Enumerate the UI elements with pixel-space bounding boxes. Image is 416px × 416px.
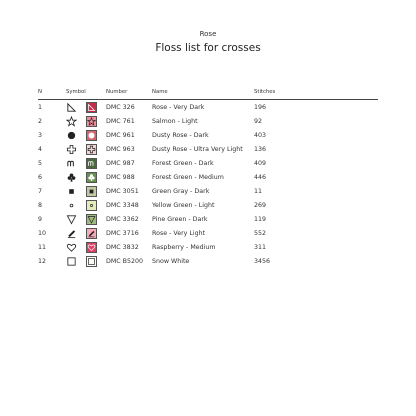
column-header-name: Name (152, 89, 254, 100)
symbol-cell (66, 254, 106, 268)
pen-nib-icon (87, 229, 96, 238)
floss-name: Pine Green - Dark (152, 215, 208, 223)
symbol-cell (66, 212, 106, 226)
color-swatch (86, 256, 97, 267)
floss-number: DMC 961 (106, 131, 135, 139)
floss-number: DMC 3362 (106, 215, 139, 223)
floss-name: Rose - Very Light (152, 229, 206, 237)
floss-name: Rose - Very Dark (152, 103, 205, 111)
row-number: 3 (38, 131, 43, 139)
symbol-cell (66, 170, 106, 184)
table-row (38, 100, 378, 115)
filled-circle-icon (66, 130, 77, 141)
stitch-count: 446 (254, 173, 267, 181)
floss-name: Snow White (152, 257, 190, 265)
color-swatch (86, 158, 97, 169)
floss-number: DMC 987 (106, 159, 135, 167)
color-swatch (86, 214, 97, 225)
filled-circle-icon (87, 131, 96, 140)
symbol-cell (66, 128, 106, 142)
row-number: 6 (38, 173, 43, 181)
symbol-cell (66, 156, 106, 170)
filled-square-icon (87, 187, 96, 196)
stitch-count: 196 (254, 103, 267, 111)
floss-table (38, 89, 378, 268)
floss-number: DMC 3051 (106, 187, 139, 195)
floss-name: Dusty Rose - Ultra Very Light (152, 145, 243, 153)
row-number: 7 (38, 187, 43, 195)
empty-square-icon (87, 257, 96, 266)
stitch-count: 119 (254, 215, 267, 223)
floss-name: Dusty Rose - Dark (152, 131, 209, 139)
table-row (38, 184, 378, 198)
floss-number: DMC 3832 (106, 243, 139, 251)
table-row (38, 226, 378, 240)
right-triangle-icon (66, 102, 77, 113)
row-number: 8 (38, 201, 43, 209)
row-number: 11 (38, 243, 47, 251)
cross-outline-icon (87, 145, 96, 154)
stitch-count: 136 (254, 145, 267, 153)
stitch-count: 403 (254, 131, 267, 139)
heart-icon (66, 242, 77, 253)
column-header-stitches: Stitches (254, 89, 378, 100)
star-icon (66, 116, 77, 127)
row-number: 12 (38, 257, 47, 265)
table-row (38, 128, 378, 142)
color-swatch (86, 186, 97, 197)
floss-number: DMC 761 (106, 117, 135, 125)
table-row (38, 156, 378, 170)
stitch-count: 269 (254, 201, 267, 209)
pattern-subtitle: Rose (199, 30, 217, 38)
symbol-cell (66, 226, 106, 240)
table-row (38, 170, 378, 184)
color-swatch (86, 144, 97, 155)
filled-square-icon (66, 186, 77, 197)
row-number: 4 (38, 145, 43, 153)
right-triangle-icon (87, 103, 96, 112)
row-number: 10 (38, 229, 47, 237)
row-number: 2 (38, 117, 43, 125)
floss-name: Yellow Green - Light (152, 201, 215, 209)
page-title: Floss list for crosses (155, 42, 261, 54)
small-circle-icon (66, 200, 77, 211)
stitch-count: 311 (254, 243, 267, 251)
floss-number: DMC 988 (106, 173, 135, 181)
down-triangle-icon (66, 214, 77, 225)
floss-number: DMC 963 (106, 145, 135, 153)
color-swatch (86, 172, 97, 183)
table-row (38, 142, 378, 156)
pen-nib-icon (66, 228, 77, 239)
floss-name: Salmon - Light (152, 117, 198, 125)
floss-name: Forest Green - Dark (152, 159, 214, 167)
table-header-row (38, 89, 378, 100)
stitch-count: 409 (254, 159, 267, 167)
down-triangle-icon (87, 215, 96, 224)
cross-outline-icon (66, 144, 77, 155)
floss-name: Forest Green - Medium (152, 173, 224, 181)
heart-icon (87, 243, 96, 252)
symbol-cell (66, 184, 106, 198)
floss-number: DMC B5200 (106, 257, 144, 265)
stitch-count: 92 (254, 117, 263, 125)
column-header-n: N (38, 89, 66, 100)
color-swatch (86, 242, 97, 253)
table-row (38, 212, 378, 226)
color-swatch (86, 130, 97, 141)
small-circle-icon (87, 201, 96, 210)
star-icon (87, 117, 96, 126)
symbol-cell (66, 240, 106, 254)
color-swatch (86, 200, 97, 211)
color-swatch (86, 116, 97, 127)
club-icon (87, 173, 96, 182)
row-number: 5 (38, 159, 43, 167)
stitch-count: 3456 (254, 257, 271, 265)
table-row (38, 198, 378, 212)
m-letter-icon (66, 158, 77, 169)
symbol-cell (66, 114, 106, 128)
symbol-cell (66, 100, 106, 115)
floss-name: Green Gray - Dark (152, 187, 210, 195)
table-row (38, 240, 378, 254)
color-swatch (86, 228, 97, 239)
stitch-count: 11 (254, 187, 263, 195)
m-letter-icon (87, 159, 96, 168)
row-number: 1 (38, 103, 43, 111)
table-row (38, 114, 378, 128)
table-row (38, 254, 378, 268)
floss-number: DMC 3348 (106, 201, 139, 209)
color-swatch (86, 102, 97, 113)
floss-number: DMC 326 (106, 103, 135, 111)
column-header-number: Number (106, 89, 152, 100)
floss-number: DMC 3716 (106, 229, 139, 237)
column-header-symbol: Symbol (66, 89, 106, 100)
empty-square-icon (66, 256, 77, 267)
floss-name: Raspberry - Medium (152, 243, 216, 251)
symbol-cell (66, 198, 106, 212)
symbol-cell (66, 142, 106, 156)
row-number: 9 (38, 215, 43, 223)
club-icon (66, 172, 77, 183)
stitch-count: 552 (254, 229, 267, 237)
